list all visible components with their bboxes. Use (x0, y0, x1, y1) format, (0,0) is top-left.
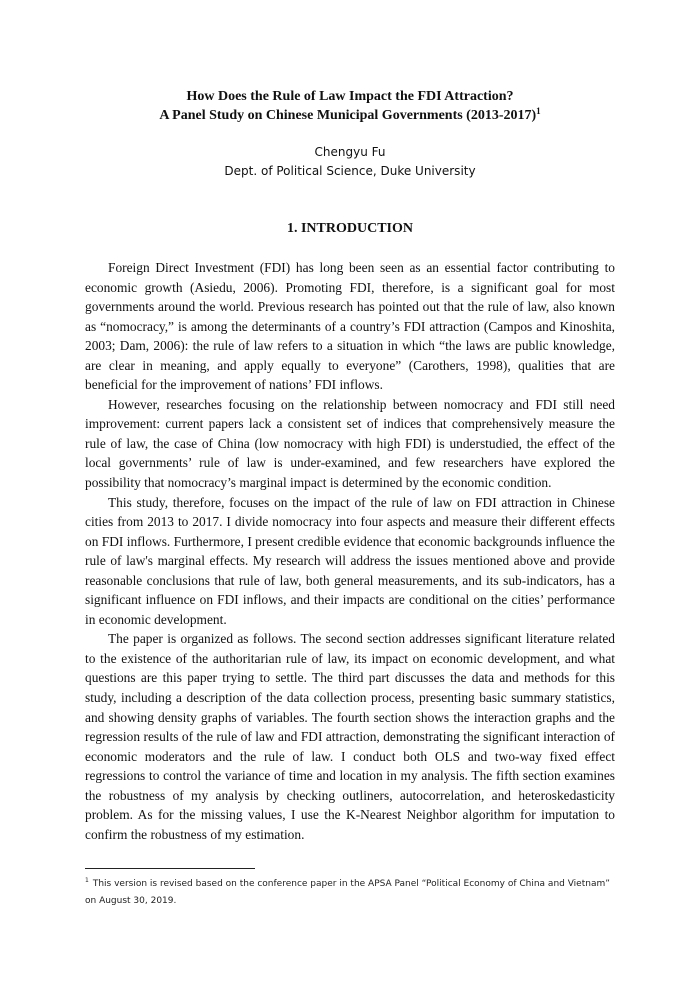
paragraph: However, researches focusing on the relationship between nomocracy and FDI still need improvement: current papers lack a consistent set of indices that comprehensively measure the rule of law, the case of China (low nomocracy with high FDI) is understudied, the effect of the local governments’ rule of law is under-examined, and few researchers have explored the possibility that nomocracy’s marginal impact is determined by the economic condition. (85, 396, 615, 491)
author-affiliation: Dept. of Political Science, Duke University (224, 164, 476, 178)
footnote (85, 876, 615, 910)
section-heading: 1. INTRODUCTION (286, 221, 413, 236)
title-text-line-1: How Does the Rule of Law Impact the FDI Attraction? (186, 89, 514, 104)
title-footnote-marker[interactable]: 1 (536, 106, 541, 116)
footnote-divider (85, 868, 255, 869)
footnote-text: This version is revised based on the conference paper in the APSA Panel “Political Economy of China and Vietnam” on August 30, 2019. (85, 879, 610, 906)
title-text-line-2: A Panel Study on Chinese Municipal Governments (2013-2017) (159, 108, 537, 123)
paper-title-line-1 (60, 87, 640, 106)
paragraph: Foreign Direct Investment (FDI) has long been seen as an essential factor contributing to economic growth (Asiedu, 2006). Promoting FDI, therefore, is a significant goal for most governments around the world. Previous research has pointed out that the rule of law, also known as “nomocracy,” is among the determinants of a country’s FDI attraction (Campos and Kinoshita, 2003; Dam, 2006): the rule of law refers to a situation in which “the laws are public knowledge, are clear in meaning, and apply equally to everyone” (Carothers, 1998), qualities that are beneficial for the improvement of nations’ FDI inflows. (85, 260, 615, 393)
footnote-marker: 1 (85, 877, 89, 884)
paper-title-line-2 (60, 106, 640, 125)
introduction-body (85, 258, 615, 844)
author-name: Chengyu Fu (314, 145, 386, 159)
paragraph: The paper is organized as follows. The second section addresses significant literature related to the existence of the authoritarian rule of law, its impact on economic development, and what questions are this paper trying to settle. The third part discusses the data and methods for this study, including a description of the data collection process, presenting basic summary statistics, and showing density graphs of variables. The fourth section shows the interaction graphs and the regression results of the rule of law and FDI attraction, demonstrating the significant interaction of economic moderators and the rule of law. I conduct both OLS and two-way fixed effect regressions to control the variance of time and location in my analysis. The fifth section examines the robustness of my analysis by checking outliners, autocorrelation, and heteroskedasticity problem. As for the missing values, I use the K-Nearest Neighbor algorithm for imputation to confirm the robustness of my estimation. (85, 631, 615, 842)
paragraph: This study, therefore, focuses on the impact of the rule of law on FDI attraction in Chinese cities from 2013 to 2017. I divide nomocracy into four aspects and measure their different effects on FDI inflows. Furthermore, I present credible evidence that economic backgrounds influence the rule of law's marginal effects. My research will address the issues mentioned above and provide reasonable conclusions that rule of law, both general measurements, and its sub-indicators, has a significant influence on FDI inflows, and their impacts are conditional on the cities’ performance in economic development. (85, 494, 615, 627)
